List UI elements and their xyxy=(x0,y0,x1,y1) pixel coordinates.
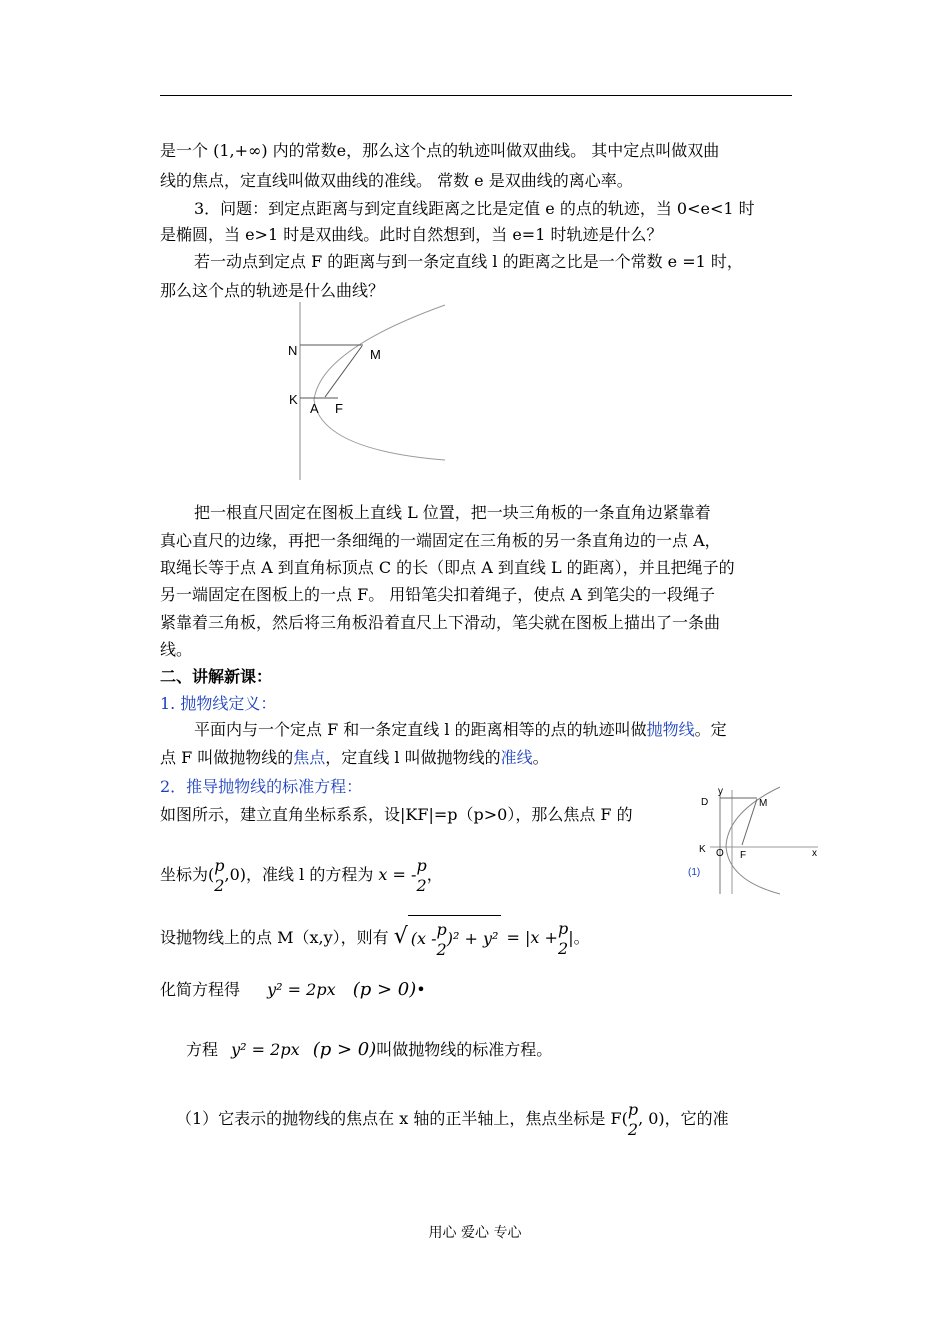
sqrt-part: (x - xyxy=(410,929,437,948)
fraction-p-over-2 xyxy=(214,856,224,896)
definition-text: 。定 xyxy=(694,720,727,739)
text-line: 真心直尺的边缘，再把一条细绳的一端固定在三角板的另一条直角边的一点 A， xyxy=(160,531,721,550)
standard-equation: y² = 2px xyxy=(231,1040,300,1059)
fraction-p-over-2 xyxy=(416,856,426,896)
coord-rest: ,0) xyxy=(224,865,247,884)
subsection-heading: 2．推导抛物线的标准方程： xyxy=(160,777,363,796)
definition-text: 点 F 叫做抛物线的 xyxy=(160,748,294,767)
formula-text: 方程 xyxy=(186,1040,219,1059)
numerator: p xyxy=(416,855,427,875)
parabola-curve xyxy=(726,787,780,894)
label-M: M xyxy=(370,347,381,362)
formula-text: , 0)，它的准 xyxy=(638,1109,729,1128)
label-K: K xyxy=(289,392,298,407)
condition: (p > 0) xyxy=(352,979,417,1000)
term-parabola: 抛物线 xyxy=(646,720,695,739)
directrix-equation: x = - xyxy=(378,865,417,884)
parabola-construction-figure xyxy=(280,300,460,485)
formula-text: （1）它表示的抛物线的焦点在 x 轴的正半轴上，焦点坐标是 F( xyxy=(176,1109,628,1128)
label-F: F xyxy=(335,401,343,416)
label-K: K xyxy=(699,844,706,855)
segment-MA xyxy=(325,346,362,397)
rhs-end: |。 xyxy=(568,928,590,947)
denominator: 2 xyxy=(436,939,447,959)
fraction-p-over-2 xyxy=(558,919,568,959)
parabola-curve xyxy=(314,305,445,460)
label-x: x xyxy=(812,848,817,859)
coordinate-figure xyxy=(680,782,825,897)
numerator: p xyxy=(436,919,447,939)
label-M: M xyxy=(759,798,768,809)
denominator: 2 xyxy=(627,1119,639,1139)
formula-text: 设抛物线上的点 M（x,y），则有 xyxy=(160,928,389,947)
text-line: 另一端固定在图板上的一点 F。 用铅笔尖扣着绳子，使点 A 到笔尖的一段绳子 xyxy=(160,585,716,604)
numerator: p xyxy=(214,855,225,875)
label-N: N xyxy=(288,343,298,358)
text-line: 是一个 (1,+∞) 内的常数e，那么这个点的轨迹叫做双曲线。 其中定点叫做双曲 xyxy=(160,141,720,160)
text-line: 把一根直尺固定在图板上直线 L 位置，把一块三角板的一条直角边紧靠着 xyxy=(194,503,711,522)
label-O: O xyxy=(716,848,724,859)
label-F: F xyxy=(740,850,747,861)
page-footer: 用心 爱心 专心 xyxy=(428,1225,522,1241)
formula-line xyxy=(160,970,426,1010)
term-directrix: 准线 xyxy=(500,748,533,767)
standard-equation: y² = 2px xyxy=(267,980,336,999)
formula-text: 坐标为 xyxy=(160,865,209,884)
text-line: 取绳长等于点 A 到直角标顶点 C 的长（即点 A 到直线 L 的距离），并且把绳子的 xyxy=(160,558,735,577)
definition-line xyxy=(194,719,727,741)
label-A: A xyxy=(310,401,319,416)
denominator: 2 xyxy=(557,938,569,958)
formula-line: 设抛物线上的点 M（x,y），则有 √ (x - p 2 )² + y² = |x + p 2 |。 xyxy=(160,914,590,962)
term-focus: 焦点 xyxy=(293,748,326,767)
rhs-expression: = |x + xyxy=(506,928,558,947)
text-line: 紧靠着三角板，然后将三角板沿着直尺上下滑动，笔尖就在图板上描出了一条曲 xyxy=(160,613,721,632)
paren: ( xyxy=(208,865,215,884)
formula-line xyxy=(176,1096,729,1142)
fraction-p-over-2 xyxy=(437,920,447,960)
formula-line: 坐标为( p 2 ,0)，准线 l 的方程为 x = - p 2 ， xyxy=(160,855,443,895)
definition-text: ，定直线 l 叫做抛物线的 xyxy=(325,748,501,767)
text-line: 线的焦点，定直线叫做双曲线的准线。 常数 e 是双曲线的离心率。 xyxy=(160,171,633,190)
denominator: 2 xyxy=(214,875,225,895)
text-line: 如图所示，建立直角坐标系系，设|KF|=p（p>0），那么焦点 F 的 xyxy=(160,805,633,824)
formula-text: 叫做抛物线的标准方程。 xyxy=(376,1040,553,1059)
text-line: 若一动点到定点 F 的距离与到一条定直线 l 的距离之比是一个常数 e =1 时， xyxy=(194,252,743,271)
text-line: 线。 xyxy=(160,640,193,659)
text-line: 那么这个点的轨迹是什么曲线？ xyxy=(160,281,385,300)
label-D: D xyxy=(701,797,709,808)
sqrt-part: )² + y² xyxy=(446,929,499,948)
definition-line xyxy=(160,747,549,769)
condition: (p > 0) xyxy=(312,1039,377,1060)
numerator: p xyxy=(627,1099,639,1119)
text-line: 是椭圆，当 e>1 时是双曲线。此时自然想到，当 e=1 时轨迹是什么？ xyxy=(160,225,663,244)
section-heading: 二、讲解新课： xyxy=(160,667,273,686)
figure-caption: (1) xyxy=(688,867,701,878)
denominator: 2 xyxy=(416,875,427,895)
formula-line xyxy=(186,1030,552,1070)
header-rule xyxy=(160,95,792,96)
formula-text: ，准线 l 的方程为 xyxy=(246,865,374,884)
period: • xyxy=(416,980,426,999)
definition-text: 。 xyxy=(532,748,549,767)
sqrt-expression xyxy=(408,915,502,962)
label-y: y xyxy=(718,786,723,797)
subsection-heading: 1. 抛物线定义： xyxy=(160,694,277,713)
formula-text: 化简方程得 xyxy=(160,980,241,999)
definition-text: 平面内与一个定点 F 和一条定直线 l 的距离相等的点的轨迹叫做 xyxy=(194,720,647,739)
text-line: 3．问题：到定点距离与到定直线距离之比是定值 e 的点的轨迹，当 0<e<1 时 xyxy=(194,199,755,218)
numerator: p xyxy=(557,918,569,938)
fraction-p-over-2 xyxy=(628,1100,638,1140)
